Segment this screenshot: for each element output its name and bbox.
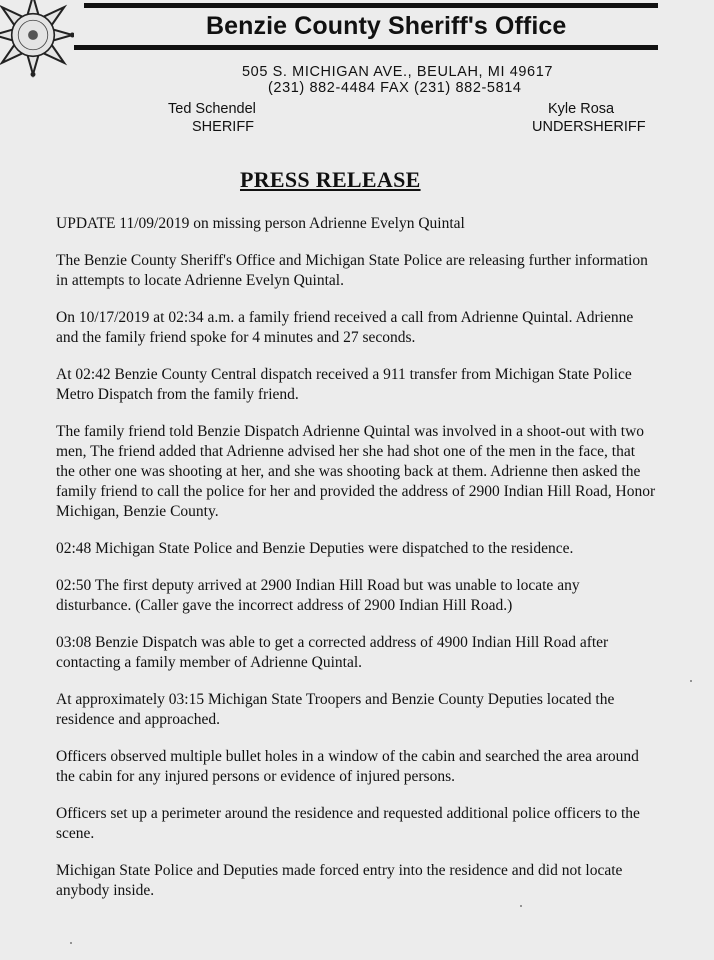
body-paragraph: 02:50 The first deputy arrived at 2900 Indian Hill Road but was unable to locate any disturbance. (Caller gave the incorrect address of 2900 Indian Hill Road.) (56, 577, 580, 614)
body-paragraph: 03:08 Benzie Dispatch was able to get a corrected address of 4900 Indian Hill Road after contacting a family member of Adrienne Quintal. (56, 634, 609, 671)
press-release-title: PRESS RELEASE (240, 167, 421, 192)
body-paragraph: Michigan State Police and Deputies made forced entry into the residence and did not locate anybody inside. (56, 862, 623, 899)
undersheriff-title: UNDERSHERIFF (532, 119, 646, 135)
body-paragraph: Officers observed multiple bullet holes in a window of the cabin and searched the area around the cabin for any injured persons or evidence of injured persons. (56, 748, 639, 785)
body-paragraph: The Benzie County Sheriff's Office and Michigan State Police are releasing further information in attempts to locate Adrienne Evelyn Quintal. (56, 252, 648, 289)
body-paragraph: At 02:42 Benzie County Central dispatch received a 911 transfer from Michigan State Police Metro Dispatch from the family friend. (56, 366, 632, 403)
body-paragraph: On 10/17/2019 at 02:34 a.m. a family friend received a call from Adrienne Quintal. Adrienne and the family friend spoke for 4 minutes and 27 seconds. (56, 309, 634, 346)
update-line: UPDATE 11/09/2019 on missing person Adrienne Evelyn Quintal (56, 215, 465, 232)
scan-speck (690, 680, 692, 682)
scan-speck (70, 942, 72, 944)
office-name: Benzie County Sheriff's Office (206, 12, 567, 40)
header-top-rule (84, 3, 658, 8)
sheriff-title: SHERIFF (192, 119, 255, 135)
press-release-body (56, 214, 656, 918)
sheriff-name: Ted Schendel (168, 101, 256, 117)
office-phone-fax: (231) 882-4484 FAX (231) 882-5814 (268, 80, 522, 96)
body-paragraph: At approximately 03:15 Michigan State Troopers and Benzie County Deputies located the residence and approached. (56, 691, 615, 728)
header-bottom-rule (74, 45, 658, 50)
undersheriff-name: Kyle Rosa (548, 101, 615, 117)
body-paragraph: The family friend told Benzie Dispatch Adrienne Quintal was involved in a shoot-out with two men, The friend added that Adrienne advised her she had shot one of the men in the face, that the other one was shooting at her, and she was shooting back at them. Adrienne then asked the family friend to call the police for her and provided the address of 2900 Indian Hill Road, Honor Michigan, Benzie County. (56, 423, 656, 520)
scan-speck (520, 905, 522, 907)
body-paragraph: 02:48 Michigan State Police and Benzie Deputies were dispatched to the residence. (56, 540, 574, 557)
body-paragraph: Officers set up a perimeter around the residence and requested additional police officers to the scene. (56, 805, 640, 842)
office-address: 505 S. MICHIGAN AVE., BEULAH, MI 49617 (242, 64, 554, 80)
sheriff-star-badge-icon (0, 0, 74, 80)
